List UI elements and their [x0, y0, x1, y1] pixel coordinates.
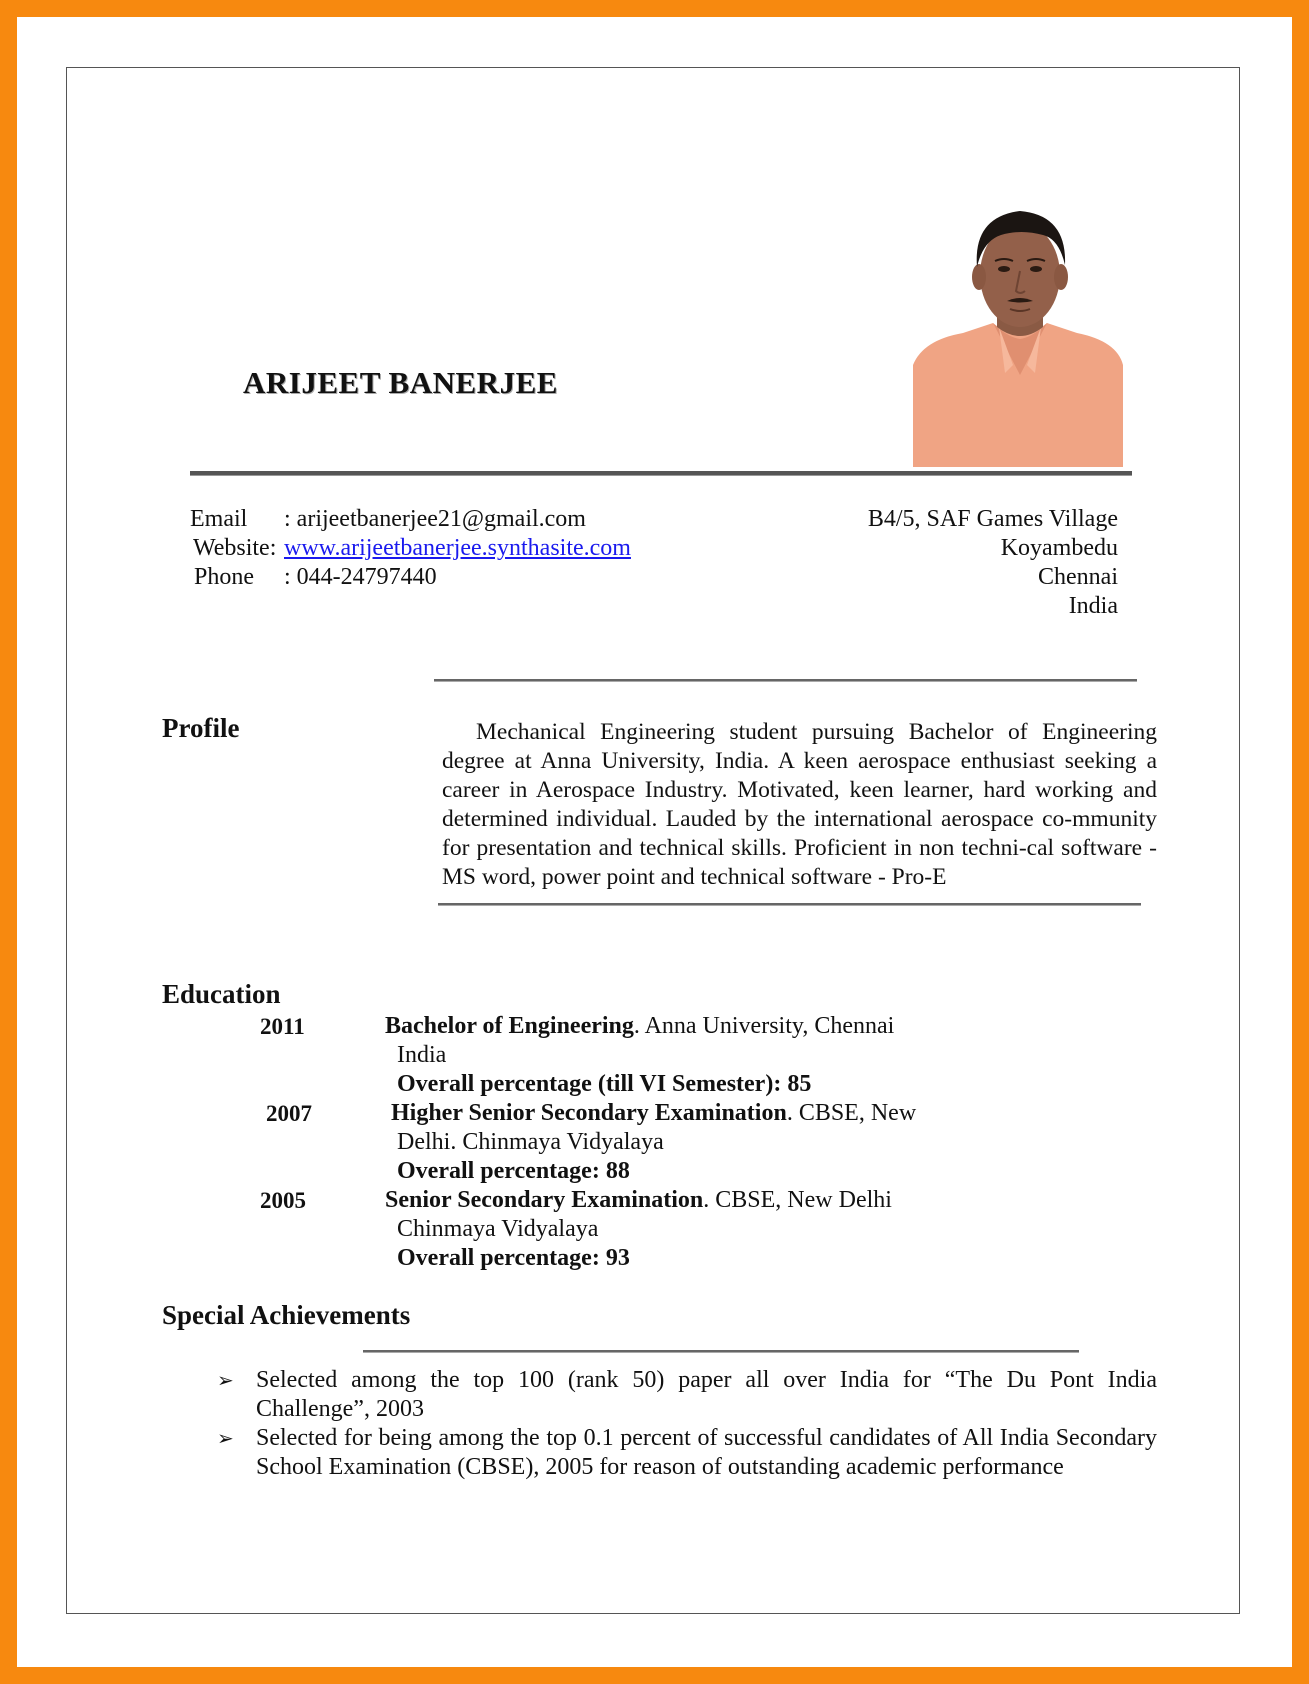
- candidate-photo: [913, 205, 1127, 467]
- education-entry: [385, 1012, 894, 1099]
- website-row: [193, 534, 631, 563]
- phone-value: : 044-24797440: [284, 564, 437, 590]
- education-score: Overall percentage (till VI Semester): 85: [397, 1071, 812, 1097]
- education-institution: . CBSE, New Delhi: [703, 1187, 892, 1213]
- education-degree: Higher Senior Secondary Examination: [391, 1100, 787, 1126]
- resume-page: [17, 17, 1292, 1667]
- education-heading: Education: [162, 979, 281, 1009]
- address-line: Koyambedu: [1000, 535, 1118, 561]
- education-year: 2007: [266, 1101, 312, 1126]
- contact-block: [190, 505, 631, 592]
- address-line: B4/5, SAF Games Village: [867, 506, 1118, 532]
- education-location: India: [397, 1042, 447, 1068]
- profile-top-divider: [434, 679, 1137, 682]
- achievements-heading: Special Achievements: [162, 1300, 411, 1330]
- phone-row: [194, 563, 631, 592]
- achievement-text: Selected for being among the top 0.1 percent of successful candidates of All India Secondary School Examination (CBSE), 2005 for reason of outstanding academic performance: [256, 1425, 1157, 1480]
- arrow-bullet-icon: ➢: [217, 1426, 234, 1450]
- list-item: [217, 1366, 1157, 1424]
- education-degree: Senior Secondary Examination: [385, 1187, 704, 1213]
- profile-heading: Profile: [162, 713, 240, 743]
- education-score: Overall percentage: 88: [397, 1158, 630, 1184]
- email-row: [190, 505, 631, 534]
- arrow-bullet-icon: ➢: [217, 1368, 234, 1392]
- achievements-list: [217, 1366, 1157, 1482]
- education-entry: [391, 1099, 916, 1186]
- candidate-name: ARIJEET BANERJEE: [243, 365, 558, 400]
- website-label: Website:: [193, 535, 277, 561]
- profile-bottom-divider: [438, 903, 1141, 906]
- education-institution: . CBSE, New: [786, 1100, 917, 1126]
- education-year: 2011: [260, 1014, 305, 1039]
- achievements-divider: [363, 1350, 1079, 1353]
- education-entry: [385, 1186, 892, 1273]
- education-location: Chinmaya Vidyalaya: [397, 1216, 599, 1242]
- portrait-illustration: [913, 205, 1127, 467]
- list-item: [217, 1424, 1157, 1482]
- education-score: Overall percentage: 93: [397, 1245, 630, 1271]
- education-year: 2005: [260, 1188, 306, 1213]
- education-institution: . Anna University, Chennai: [633, 1013, 895, 1039]
- profile-text: Mechanical Engineering student pursuing Bachelor of Engineering degree at Anna University, India. A keen aerospace enthusiast seeking a career in Aerospace Industry. Motivated, keen learner, hard working and determined individual. Lauded by the international aerospace co-mmunity for presentation and technical skills. Proficient in non techni-cal software - MS word, power point and technical software - Pro-E: [442, 719, 1157, 890]
- address-line: India: [1068, 593, 1118, 619]
- website-link[interactable]: www.arijeetbanerjee.synthasite.com: [284, 535, 631, 561]
- address-line: Chennai: [1038, 564, 1118, 590]
- email-value: : arijeetbanerjee21@gmail.com: [284, 506, 586, 532]
- education-degree: Bachelor of Engineering: [385, 1013, 634, 1039]
- education-location: Delhi. Chinmaya Vidyalaya: [397, 1129, 664, 1155]
- email-label: Email: [190, 506, 248, 532]
- address-block: [868, 505, 1118, 621]
- phone-label: Phone: [194, 564, 254, 590]
- header-divider: [190, 471, 1132, 476]
- achievement-text: Selected among the top 100 (rank 50) paper all over India for “The Du Pont India Challenge”, 2003: [256, 1367, 1157, 1422]
